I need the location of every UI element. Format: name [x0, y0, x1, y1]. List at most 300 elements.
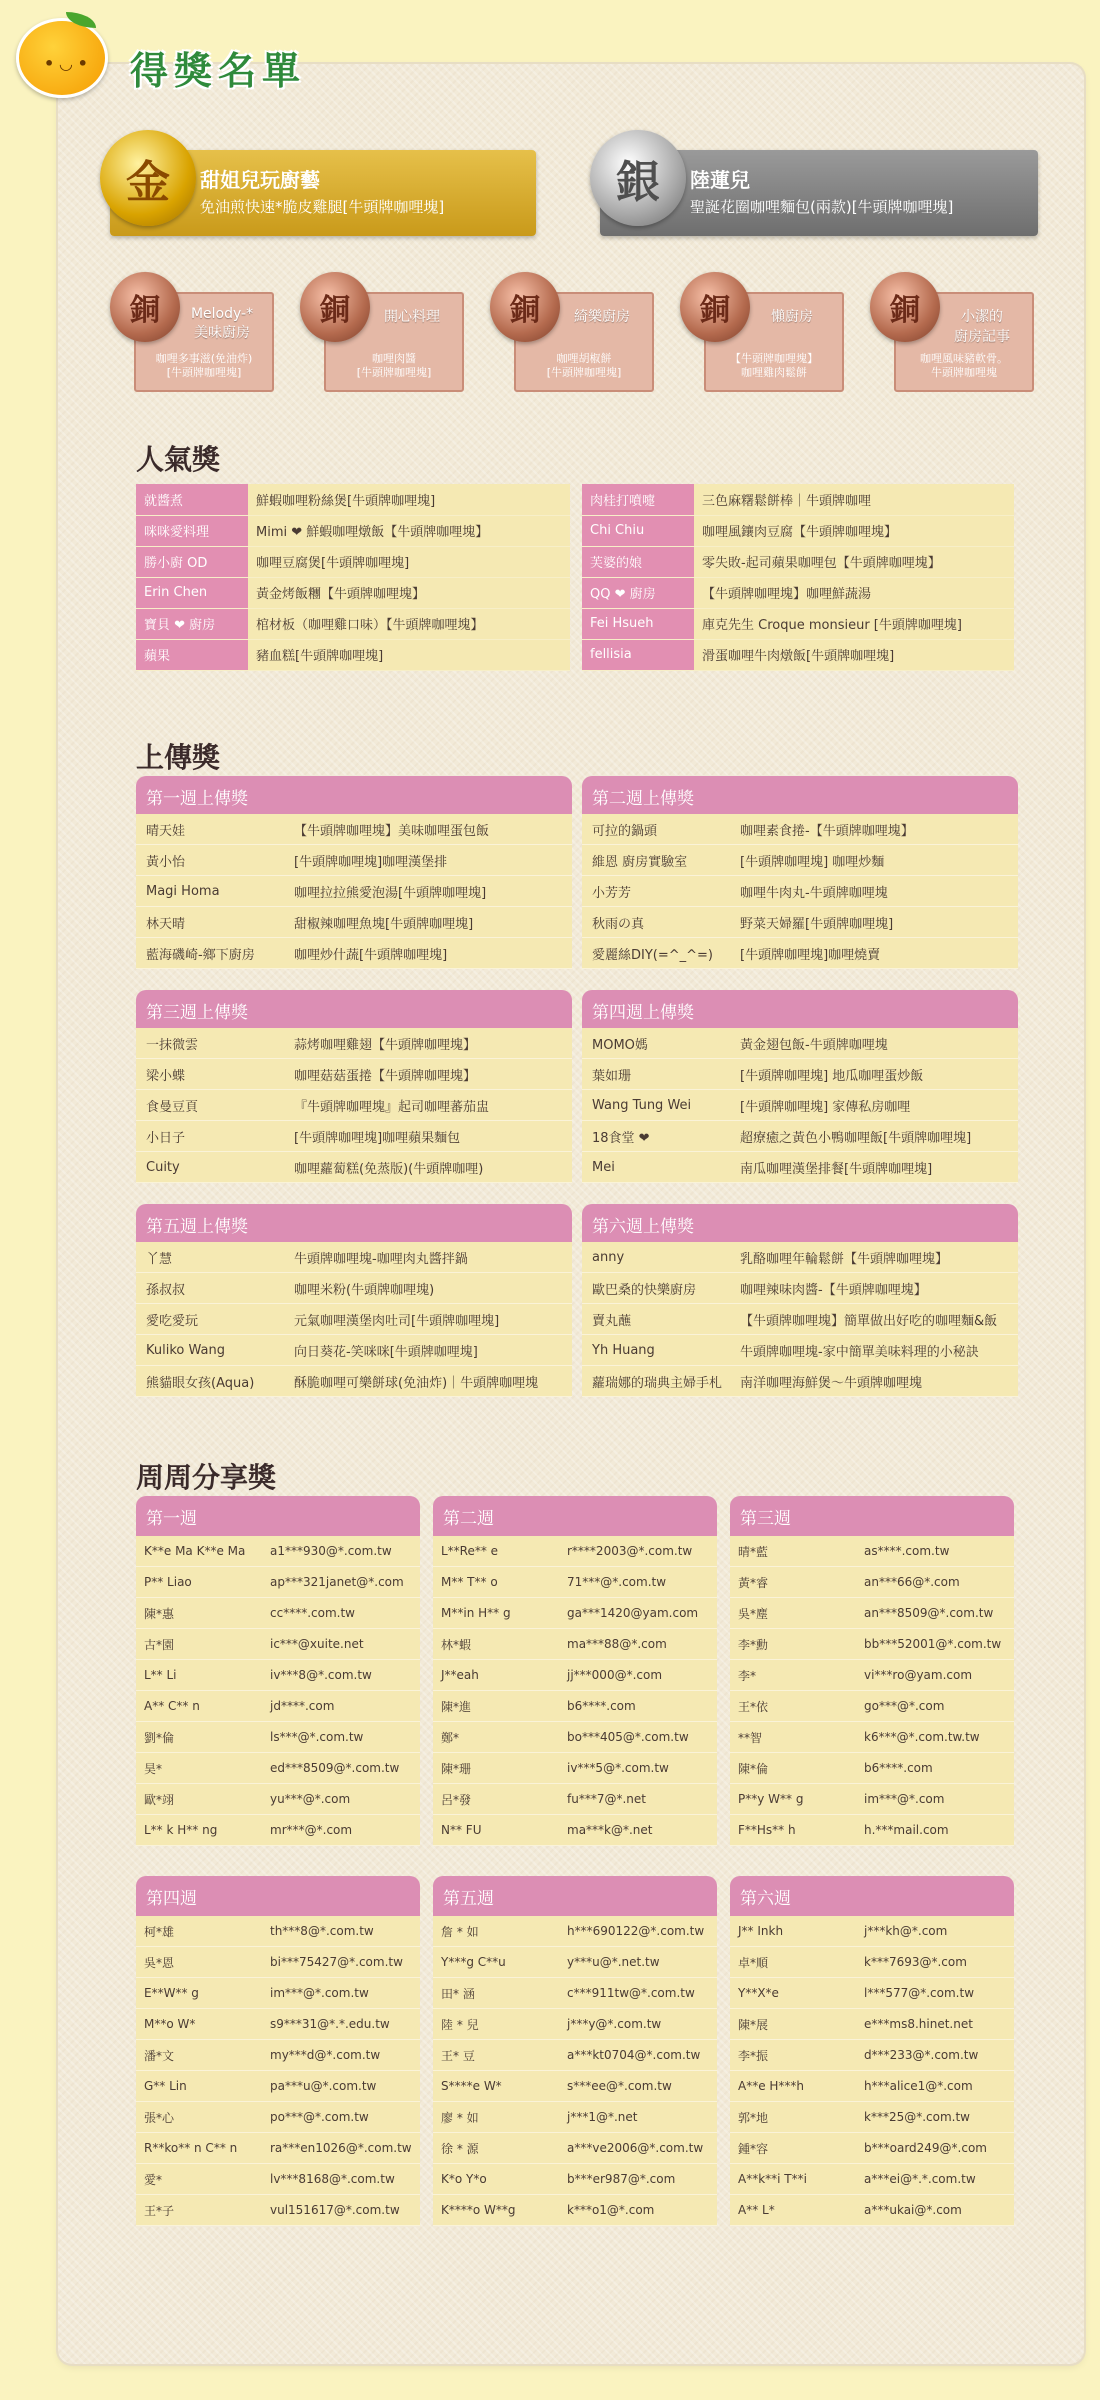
- popular-table-right: [582, 484, 1014, 671]
- list-item: [433, 2071, 717, 2102]
- recipe-title: 豬血糕[牛頭牌咖哩塊]: [248, 639, 570, 670]
- orange-mascot-logo: • ◡ •: [16, 12, 108, 96]
- list-item: [433, 2040, 717, 2071]
- popular-row: [582, 577, 1014, 608]
- list-item: [730, 2133, 1014, 2164]
- winner-name: 柯*雄: [144, 1924, 175, 1939]
- list-item: [433, 1978, 717, 2009]
- list-item: [582, 1028, 1018, 1059]
- winner-email: r****2003@*.com.tw: [567, 1544, 693, 1558]
- list-item: [136, 907, 572, 938]
- recipe-title: 蒜烤咖哩雞翅【牛頭牌咖哩塊】: [294, 1037, 477, 1053]
- winner-email: ra***en1026@*.com.tw: [270, 2141, 412, 2155]
- list-item: [582, 845, 1018, 876]
- winner-email: ap***321janet@*.com: [270, 1575, 404, 1589]
- winner-name: 昊*: [144, 1761, 163, 1776]
- list-item: [136, 1598, 420, 1629]
- list-item: [136, 876, 572, 907]
- winner-name: 藍海磯崎-鄉下廚房: [146, 947, 255, 963]
- recipe-title: 超療癒之黃色小鴨咖哩飯[牛頭牌咖哩塊]: [740, 1130, 972, 1146]
- list-item: [136, 1536, 420, 1567]
- winner-name: L** k H** ng: [144, 1823, 218, 1837]
- list-item: [433, 1753, 717, 1784]
- popular-row: [136, 608, 570, 639]
- upload-week-title: 第五週上傳獎: [136, 1204, 572, 1242]
- list-item: [582, 1059, 1018, 1090]
- winner-name: 熊貓眼女孩(Aqua): [146, 1375, 255, 1391]
- winner-email: b***er987@*.com: [567, 2172, 676, 2186]
- list-item: [433, 1722, 717, 1753]
- winner-name: 孫叔叔: [146, 1282, 186, 1298]
- list-item: [433, 1947, 717, 1978]
- list-item: [433, 1629, 717, 1660]
- winner-name: Mei: [592, 1159, 615, 1175]
- recipe-title: 牛頭牌咖哩塊-咖哩肉丸醬拌鍋: [294, 1251, 468, 1267]
- list-item: [582, 1242, 1018, 1273]
- silver-winner-name: 陸蓮兒: [690, 168, 750, 192]
- list-item: [582, 1335, 1018, 1366]
- popular-heading: 人氣獎: [136, 443, 221, 476]
- recipe-title: 零失敗-起司蘋果咖哩包【牛頭牌咖哩塊】: [694, 546, 1014, 577]
- winner-name: 蘋果: [136, 639, 248, 670]
- winner-name: K****o W**g: [441, 2203, 516, 2217]
- share-week-title: 第一週: [136, 1496, 420, 1536]
- recipe-title: 滑蛋咖哩牛肉燉飯[牛頭牌咖哩塊]: [694, 639, 1014, 670]
- recipe-title: 酥脆咖哩可樂餅球(免油炸)｜牛頭牌咖哩塊: [294, 1375, 539, 1391]
- recipe-title: 庫克先生 Croque monsieur [牛頭牌咖哩塊]: [694, 608, 1014, 639]
- list-item: [136, 1978, 420, 2009]
- winner-email: ls***@*.com.tw: [270, 1730, 364, 1744]
- recipe-title: 咖哩辣味肉醬-【牛頭牌咖哩塊】: [740, 1282, 927, 1298]
- list-item: [136, 1304, 572, 1335]
- list-item: [730, 1629, 1014, 1660]
- winner-email: as****.com.tw: [864, 1544, 950, 1558]
- winner-email: a***ei@*.*.com.tw: [864, 2172, 976, 2186]
- list-item: [730, 1815, 1014, 1846]
- list-item: [136, 1242, 572, 1273]
- share-week-section: [136, 1876, 420, 2226]
- winner-name: 18食堂 ❤: [592, 1130, 650, 1146]
- winner-email: lv***8168@*.com.tw: [270, 2172, 395, 2186]
- winner-email: po***@*.com.tw: [270, 2110, 369, 2124]
- winner-email: j***y@*.com.tw: [567, 2017, 662, 2031]
- winner-name: Wang Tung Wei: [592, 1097, 692, 1113]
- winner-name: 歐*翊: [144, 1792, 175, 1807]
- winner-name: 陳*進: [441, 1699, 472, 1714]
- recipe-title: 咖哩蘿蔔糕(免蒸版)(牛頭牌咖哩): [294, 1161, 484, 1177]
- list-item: [582, 938, 1018, 969]
- winner-email: ga***1420@yam.com: [567, 1606, 699, 1620]
- upload-week-section: [582, 1204, 1018, 1397]
- winner-email: ed***8509@*.com.tw: [270, 1761, 400, 1775]
- bronze-winner-name: 開心料理: [384, 309, 440, 325]
- recipe-title: [牛頭牌咖哩塊]咖哩漢堡排: [294, 854, 448, 870]
- list-item: [730, 1753, 1014, 1784]
- list-item: [730, 2071, 1014, 2102]
- list-item: [136, 1567, 420, 1598]
- page-title: 得獎名單: [130, 49, 307, 93]
- recipe-title: 棺材板（咖哩雞口味）【牛頭牌咖哩塊】: [248, 608, 570, 639]
- winner-name: Magi Homa: [146, 883, 220, 899]
- list-item: [136, 1028, 572, 1059]
- share-week-section: [730, 1876, 1014, 2226]
- winner-name: J** Inkh: [738, 1924, 784, 1938]
- popular-row: [136, 577, 570, 608]
- list-item: [433, 1916, 717, 1947]
- winner-name: 陸 * 兒: [441, 2017, 479, 2032]
- winner-email: b6****.com: [567, 1699, 636, 1713]
- list-item: [582, 1304, 1018, 1335]
- list-item: [730, 1660, 1014, 1691]
- winner-name: fellisia: [582, 639, 694, 670]
- upload-week-title: 第六週上傳獎: [582, 1204, 1018, 1242]
- share-week-section: [433, 1876, 717, 2226]
- winner-name: P** Liao: [144, 1575, 192, 1589]
- winner-name: 陳*展: [738, 2017, 769, 2032]
- winner-name: P**y W** g: [738, 1792, 804, 1806]
- winner-name: 可拉的鍋頭: [592, 823, 658, 839]
- silver-medal-icon: 銀: [590, 130, 686, 226]
- winner-name: 鄭*: [441, 1730, 460, 1745]
- recipe-title: [牛頭牌咖哩塊] 地瓜咖哩蛋炒飯: [740, 1068, 924, 1084]
- upload-week-title: 第三週上傳獎: [136, 990, 572, 1028]
- bronze-winner-name: 懶廚房: [771, 309, 813, 325]
- bronze-winner-recipe: 咖哩胡椒餅 [牛頭牌咖哩塊]: [546, 352, 622, 379]
- winner-email: h***alice1@*.com: [864, 2079, 973, 2093]
- winner-name: S****e W*: [441, 2079, 502, 2093]
- list-item: [136, 1629, 420, 1660]
- share-week-section: [433, 1496, 717, 1846]
- list-item: [730, 1916, 1014, 1947]
- winner-name: anny: [592, 1249, 625, 1265]
- bronze-winner-name: 綺樂廚房: [574, 309, 630, 325]
- winner-name: 劉*倫: [144, 1730, 175, 1745]
- list-item: [730, 1784, 1014, 1815]
- winner-email: bo***405@*.com.tw: [567, 1730, 689, 1744]
- share-week-title: 第二週: [433, 1496, 717, 1536]
- list-item: [136, 1947, 420, 1978]
- winner-name: 吳*塵: [738, 1606, 769, 1621]
- popular-row: [136, 639, 570, 670]
- winner-name: K*o Y*o: [441, 2172, 487, 2186]
- list-item: [136, 2102, 420, 2133]
- list-item: [433, 2164, 717, 2195]
- recipe-title: [牛頭牌咖哩塊] 家傳私房咖哩: [740, 1099, 911, 1115]
- winner-name: Y**X*e: [738, 1986, 779, 2000]
- list-item: [433, 2009, 717, 2040]
- winner-name: 勝小廚 OD: [136, 546, 248, 577]
- list-item: [730, 1978, 1014, 2009]
- bronze-medal-icon: 銅: [680, 272, 750, 342]
- bronze-winner-recipe: 【牛頭牌咖哩塊】 咖哩雞肉鬆餅: [730, 352, 818, 379]
- list-item: [582, 1273, 1018, 1304]
- recipe-title: 乳酪咖哩年輪鬆餅【牛頭牌咖哩塊】: [740, 1251, 949, 1267]
- recipe-title: 咖哩風鑲肉豆腐【牛頭牌咖哩塊】: [694, 515, 1014, 546]
- list-item: [433, 1660, 717, 1691]
- winner-name: 李*: [738, 1668, 757, 1683]
- winner-email: s***ee@*.com.tw: [567, 2079, 672, 2093]
- share-heading: 周周分享獎: [136, 1461, 277, 1494]
- list-item: [136, 1090, 572, 1121]
- winner-name: Erin Chen: [136, 577, 248, 608]
- winner-email: ma***k@*.net: [567, 1823, 653, 1837]
- list-item: [730, 2195, 1014, 2226]
- winner-email: j***kh@*.com: [864, 1924, 948, 1938]
- recipe-title: 【牛頭牌咖哩塊】簡單做出好吃的咖哩麵&飯: [740, 1313, 998, 1329]
- list-item: [730, 2164, 1014, 2195]
- list-item: [582, 1090, 1018, 1121]
- list-item: [433, 2102, 717, 2133]
- winner-name: 潘*文: [144, 2048, 175, 2063]
- winner-name: Fei Hsueh: [582, 608, 694, 639]
- list-item: [730, 2102, 1014, 2133]
- winner-name: 小芳芳: [592, 885, 632, 901]
- winner-name: 維恩 廚房實驗室: [592, 854, 688, 870]
- list-item: [136, 1121, 572, 1152]
- winner-email: bb***52001@*.com.tw: [864, 1637, 1002, 1651]
- winner-name: Yh Huang: [592, 1342, 655, 1358]
- upload-week-section: [582, 776, 1018, 969]
- winner-email: ic***@xuite.net: [270, 1637, 364, 1651]
- list-item: [136, 1059, 572, 1090]
- winner-name: 張*心: [144, 2110, 175, 2125]
- winner-email: my***d@*.com.tw: [270, 2048, 381, 2062]
- recipe-title: [牛頭牌咖哩塊]咖哩蘋果麵包: [294, 1130, 461, 1146]
- bronze-medal-icon: 銅: [300, 272, 370, 342]
- popular-row: [582, 608, 1014, 639]
- list-item: [136, 2009, 420, 2040]
- recipe-title: 南洋咖哩海鮮煲～牛頭牌咖哩塊: [740, 1375, 923, 1391]
- recipe-title: 【牛頭牌咖哩塊】咖哩鮮蔬湯: [694, 577, 1014, 608]
- winner-email: yu***@*.com: [270, 1792, 351, 1806]
- list-item: [433, 2133, 717, 2164]
- recipe-title: 咖哩炒什蔬[牛頭牌咖哩塊]: [294, 947, 448, 963]
- winner-email: a***ukai@*.com: [864, 2203, 962, 2217]
- gold-medal-icon: 金: [100, 130, 196, 226]
- list-item: [136, 1152, 572, 1183]
- winner-name: 晴*藍: [738, 1544, 769, 1559]
- winner-name: 黃*睿: [738, 1575, 769, 1590]
- winner-name: E**W** g: [144, 1986, 199, 2000]
- winner-name: M** T** o: [441, 1575, 498, 1589]
- popular-row: [582, 639, 1014, 670]
- winner-email: d***233@*.com.tw: [864, 2048, 979, 2062]
- recipe-title: 咖哩菇菇蛋捲【牛頭牌咖哩塊】: [294, 1068, 477, 1084]
- upload-week-title: 第一週上傳獎: [136, 776, 572, 814]
- recipe-title: 牛頭牌咖哩塊-家中簡單美味料理的小秘訣: [740, 1344, 979, 1360]
- winner-email: jd****.com: [270, 1699, 335, 1713]
- winner-name: 咪咪愛料理: [136, 515, 248, 546]
- winner-email: cc****.com.tw: [270, 1606, 355, 1620]
- share-week-title: 第五週: [433, 1876, 717, 1916]
- list-item: [582, 1121, 1018, 1152]
- winner-name: 愛麗絲DIY(=^_^=): [592, 947, 713, 963]
- list-item: [136, 1335, 572, 1366]
- share-week-section: [730, 1496, 1014, 1846]
- upload-week-section: [136, 990, 572, 1183]
- popular-table-left: [136, 484, 570, 671]
- list-item: [136, 814, 572, 845]
- winner-name: Kuliko Wang: [146, 1342, 225, 1358]
- list-item: [730, 1947, 1014, 1978]
- winner-email: th***8@*.com.tw: [270, 1924, 374, 1938]
- winner-email: b6****.com: [864, 1761, 933, 1775]
- winner-email: im***@*.com.tw: [270, 1986, 369, 2000]
- recipe-title: 野菜天婦羅[牛頭牌咖哩塊]: [740, 916, 894, 932]
- winner-name: 梁小蝶: [146, 1068, 186, 1084]
- recipe-title: 咖哩素食捲-【牛頭牌咖哩塊】: [740, 823, 914, 839]
- winner-name: 古*園: [144, 1637, 175, 1652]
- upload-week-section: [136, 776, 572, 969]
- winner-email: e***ms8.hinet.net: [864, 2017, 973, 2031]
- list-item: [136, 1366, 572, 1397]
- winner-name: 廖 * 如: [441, 2110, 479, 2125]
- winner-name: 歐巴桑的快樂廚房: [592, 1282, 697, 1298]
- recipe-title: 咖哩豆腐煲[牛頭牌咖哩塊]: [248, 546, 570, 577]
- winner-name: QQ ❤ 廚房: [582, 577, 694, 608]
- list-item: [433, 1598, 717, 1629]
- winner-email: b***oard249@*.com: [864, 2141, 987, 2155]
- list-item: [730, 2009, 1014, 2040]
- list-item: [433, 1784, 717, 1815]
- winner-email: jj***000@*.com: [567, 1668, 663, 1682]
- winner-name: 李*勳: [738, 1637, 769, 1652]
- winner-name: 鍾*容: [738, 2141, 769, 2156]
- winner-email: a***kt0704@*.com.tw: [567, 2048, 701, 2062]
- list-item: [582, 876, 1018, 907]
- winner-name: 田* 涵: [441, 1986, 475, 2001]
- winner-email: bi***75427@*.com.tw: [270, 1955, 403, 1969]
- winner-email: mr***@*.com: [270, 1823, 353, 1837]
- winner-email: vi***ro@yam.com: [864, 1668, 973, 1682]
- winner-name: 徐 * 源: [441, 2141, 479, 2156]
- recipe-title: 黃金烤飯糰【牛頭牌咖哩塊】: [248, 577, 570, 608]
- winner-name: MOMO媽: [592, 1037, 648, 1053]
- list-item: [730, 2040, 1014, 2071]
- winner-name: 陳*倫: [738, 1761, 769, 1776]
- popular-row: [136, 484, 570, 515]
- winner-email: vul151617@*.com.tw: [270, 2203, 400, 2217]
- winner-name: A** C** n: [144, 1699, 200, 1713]
- winner-name: 吳*恩: [144, 1955, 175, 1970]
- recipe-title: 元氣咖哩漢堡肉吐司[牛頭牌咖哩塊]: [294, 1313, 500, 1329]
- winner-email: k***o1@*.com: [567, 2203, 655, 2217]
- bronze-winner-recipe: 咖哩肉醬 [牛頭牌咖哩塊]: [356, 352, 432, 379]
- list-item: [433, 1567, 717, 1598]
- list-item: [433, 1691, 717, 1722]
- winner-name: K**e Ma K**e Ma: [144, 1544, 246, 1558]
- winner-email: pa***u@*.com.tw: [270, 2079, 377, 2093]
- winner-email: s9***31@*.*.edu.tw: [270, 2017, 390, 2031]
- winner-name: 食曼豆頁: [146, 1099, 199, 1115]
- list-item: [730, 1567, 1014, 1598]
- list-item: [730, 1598, 1014, 1629]
- winner-name: 呂*發: [441, 1792, 472, 1807]
- winner-email: l***577@*.com.tw: [864, 1986, 975, 2000]
- winner-email: im***@*.com: [864, 1792, 945, 1806]
- recipe-title: 鮮蝦咖哩粉絲煲[牛頭牌咖哩塊]: [248, 484, 570, 515]
- winner-name: 李*振: [738, 2048, 769, 2063]
- winner-name: A** L*: [738, 2203, 775, 2217]
- winner-name: 王* 豆: [441, 2048, 475, 2063]
- list-item: [433, 2195, 717, 2226]
- winner-name: 丫慧: [146, 1251, 173, 1267]
- winner-name: 秋雨の真: [592, 916, 645, 932]
- share-week-title: 第六週: [730, 1876, 1014, 1916]
- recipe-title: Mimi ❤ 鮮蝦咖哩燉飯【牛頭牌咖哩塊】: [248, 515, 570, 546]
- bronze-winner-recipe: 咖哩風味豬軟骨。 牛頭牌咖哩塊: [920, 352, 1008, 379]
- share-week-title: 第三週: [730, 1496, 1014, 1536]
- upload-week-title: 第二週上傳獎: [582, 776, 1018, 814]
- upload-week-section: [136, 1204, 572, 1397]
- winner-name: 愛*: [144, 2172, 163, 2187]
- winner-name: 葉如珊: [592, 1068, 632, 1084]
- bronze-winner-name: Melody-* 美味廚房: [190, 306, 254, 341]
- winner-name: M**o W*: [144, 2017, 196, 2031]
- popular-row: [582, 515, 1014, 546]
- winner-name: 林*蝦: [441, 1637, 472, 1652]
- winner-name: A**e H***h: [738, 2079, 805, 2093]
- popular-row: [136, 546, 570, 577]
- gold-winner-recipe: 免油煎快速*脆皮雞腿[牛頭牌咖哩塊]: [200, 198, 445, 216]
- winner-name: 晴天娃: [146, 823, 186, 839]
- gold-winner-name: 甜姐兒玩廚藝: [200, 168, 320, 192]
- silver-winner-recipe: 聖誕花圈咖哩麵包(兩款)[牛頭牌咖哩塊]: [690, 198, 954, 216]
- winner-email: iv***8@*.com.tw: [270, 1668, 372, 1682]
- list-item: [582, 1366, 1018, 1397]
- winner-email: an***8509@*.com.tw: [864, 1606, 994, 1620]
- bronze-medal-icon: 銅: [110, 272, 180, 342]
- list-item: [136, 1753, 420, 1784]
- recipe-title: 咖哩米粉(牛頭牌咖哩塊): [294, 1282, 435, 1298]
- popular-row: [136, 515, 570, 546]
- winner-name: 寶貝 ❤ 廚房: [136, 608, 248, 639]
- winner-email: a1***930@*.com.tw: [270, 1544, 392, 1558]
- list-item: [136, 1691, 420, 1722]
- bronze-medal-icon: 銅: [490, 272, 560, 342]
- recipe-title: [牛頭牌咖哩塊]咖哩燒賣: [740, 947, 881, 963]
- winner-name: 陳*惠: [144, 1606, 175, 1621]
- winner-name: Cuity: [146, 1159, 180, 1175]
- winner-email: k***25@*.com.tw: [864, 2110, 970, 2124]
- winner-name: N** FU: [441, 1823, 482, 1837]
- recipe-title: [牛頭牌咖哩塊] 咖哩炒麵: [740, 854, 885, 870]
- winner-name: L** Li: [144, 1668, 177, 1682]
- list-item: [136, 2164, 420, 2195]
- list-item: [136, 2071, 420, 2102]
- recipe-title: 南瓜咖哩漢堡排餐[牛頭牌咖哩塊]: [740, 1161, 933, 1177]
- list-item: [136, 1722, 420, 1753]
- winner-name: 黃小怡: [146, 854, 186, 870]
- list-item: [136, 1784, 420, 1815]
- winner-email: an***66@*.com: [864, 1575, 960, 1589]
- winner-name: 王*依: [738, 1699, 769, 1714]
- winner-email: h.***mail.com: [864, 1823, 949, 1837]
- winner-name: 小日子: [146, 1130, 186, 1146]
- popular-row: [582, 546, 1014, 577]
- winner-name: 蘿瑞娜的瑞典主婦手札: [592, 1375, 723, 1391]
- upload-week-section: [582, 990, 1018, 1183]
- winner-name: 卓*順: [738, 1955, 769, 1970]
- list-item: [136, 1273, 572, 1304]
- bronze-winner-name: 小潔的 廚房記事: [954, 309, 1010, 345]
- winner-name: M**in H** g: [441, 1606, 511, 1620]
- winner-email: k***7693@*.com: [864, 1955, 967, 1969]
- list-item: [136, 2133, 420, 2164]
- winner-name: Y***g C**u: [441, 1955, 506, 1969]
- winner-email: iv***5@*.com.tw: [567, 1761, 669, 1775]
- winner-email: h***690122@*.com.tw: [567, 1924, 705, 1938]
